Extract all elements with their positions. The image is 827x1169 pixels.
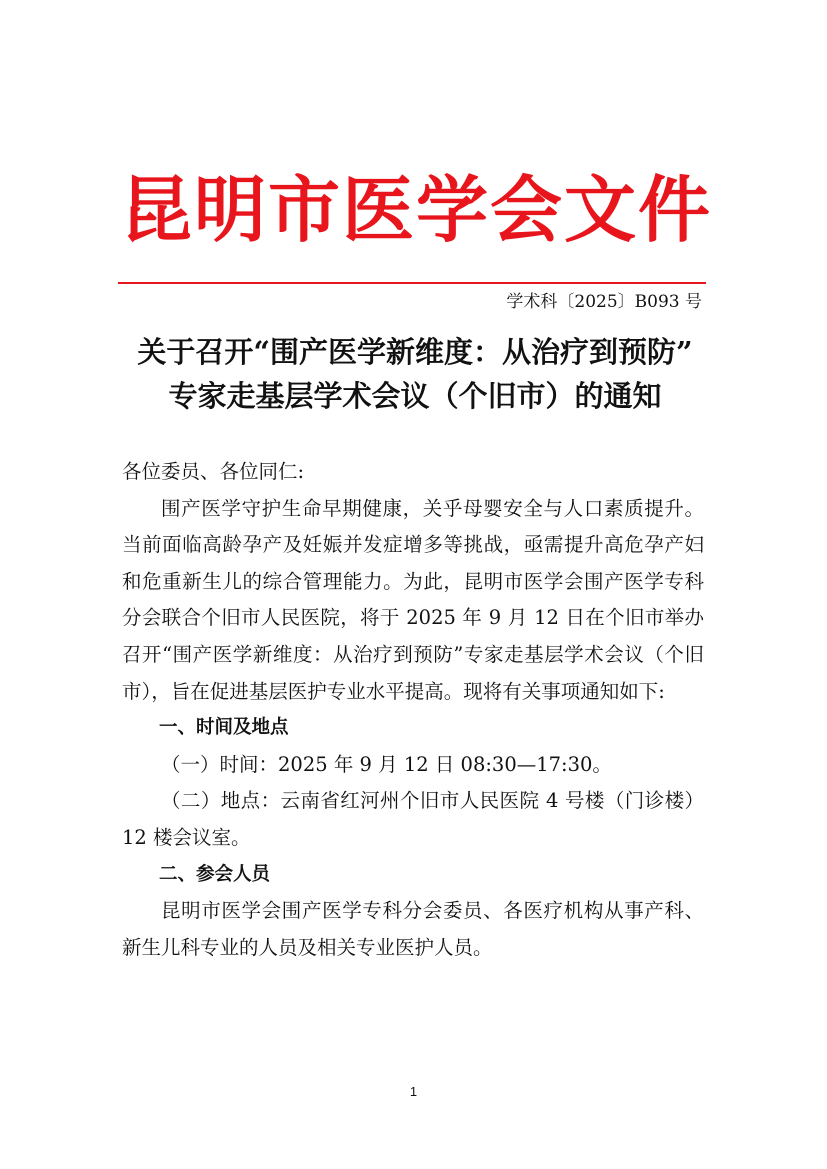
greeting: 各位委员、各位同仁: (122, 460, 305, 483)
notice-title (100, 330, 730, 418)
notice-body (122, 454, 704, 966)
time-item: （一）时间：2025 年 9 月 12 日 08:30—17:30。 (161, 752, 612, 776)
notice-title-line-2: 专家走基层学术会议（个旧市）的通知 (168, 379, 662, 413)
red-divider-line (118, 282, 706, 284)
intro-paragraph: 围产医学守护生命早期健康，关乎母婴安全与人口素质提升。当前面临高龄孕产及妊娠并发症增多等挑战，亟需提升高危孕产妇和危重新生儿的综合管理能力。为此，昆明市医学会围产医学专科分会联合个旧市人民医院，将于 2025 年 9 月 12 日在个旧市举办召开“围产医学新维度：从治疗到预防”专家走基层学术会议（个旧市），旨在促进基层医护专业水平提高。现将有关事项通知如下: (122, 496, 704, 703)
participants-paragraph: 昆明市医学会围产医学专科分会委员、各医疗机构从事产科、新生儿科专业的人员及相关专业医护人员。 (122, 899, 704, 959)
notice-title-line-1: 关于召开“围产医学新维度：从治疗到预防” (137, 335, 693, 369)
location-item: （二）地点：云南省红河州个旧市人民医院 4 号楼（门诊楼）12 楼会议室。 (122, 789, 704, 849)
document-number: 学术科〔2025〕B093 号 (506, 292, 702, 312)
organization-header-title: 昆明市医学会文件 (120, 167, 713, 252)
section-heading-time-location: 一、时间及地点 (159, 717, 289, 739)
page-number: 1 (409, 1084, 418, 1099)
section-heading-participants: 二、参会人员 (159, 863, 271, 885)
